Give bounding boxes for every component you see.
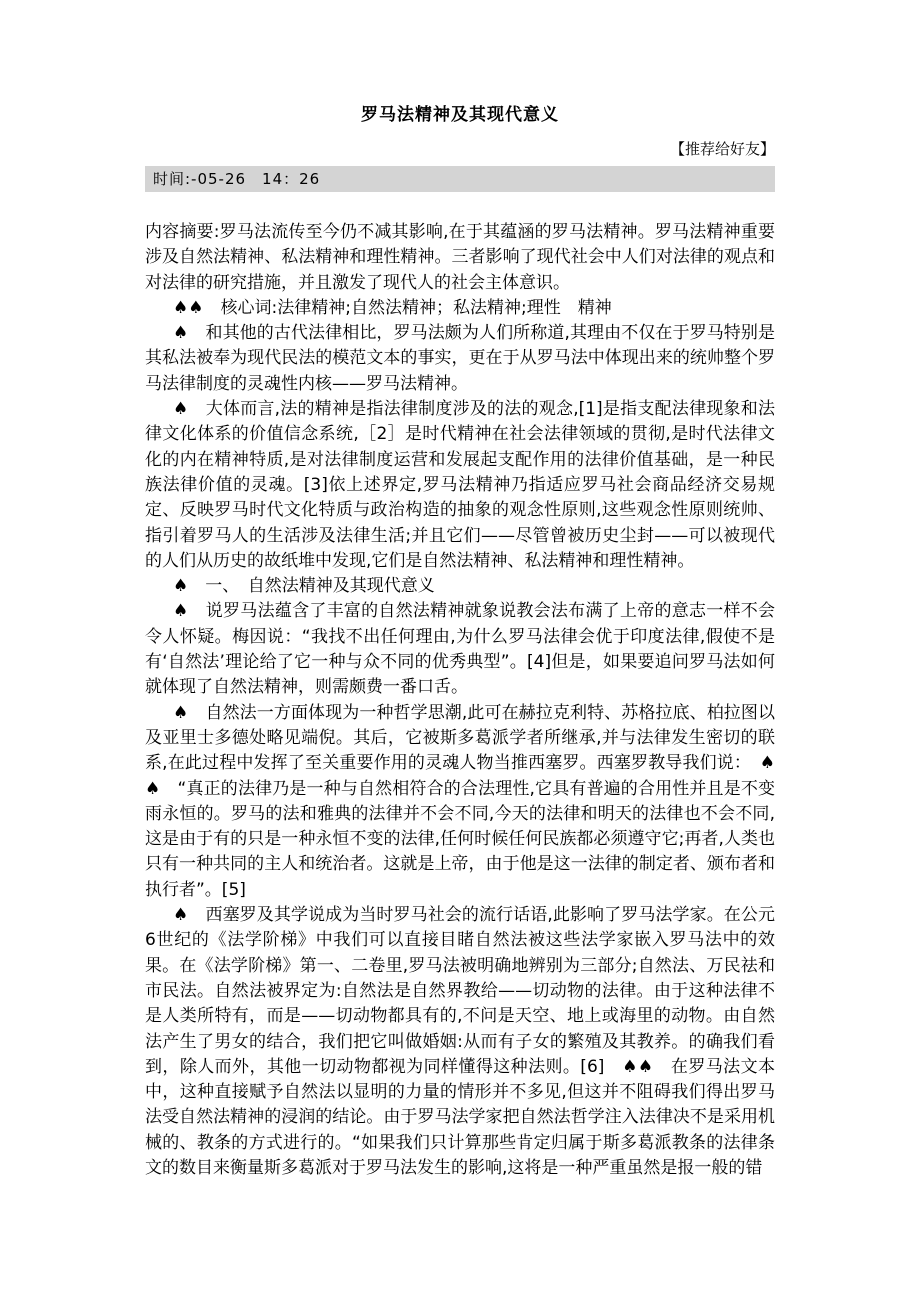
paragraph-maine-quote: ♠ 说罗马法蕴含了丰富的自然法精神就象说教会法布满了上帝的意志一样不会令人怀疑。梅因说：“我找不出任何理由,为什么罗马法律会优于印度法律,假使不是有‘自然法’理论给了它一种与众不同的优秀典型”。[4]但是，如果要追问罗马法如何就体现了自然法精神，则需颇费一番口舌。 xyxy=(145,601,775,698)
paragraph-abstract: 内容摘要:罗马法流传至今仍不减其影响,在于其蕴涵的罗马法精神。罗马法精神重要涉及自然法精神、私法精神和理性精神。三者影响了现代社会中人们对法律的观点和对法律的研究措施，并且激发了现代人的社会主体意识。 xyxy=(145,222,775,293)
document-title: 罗马法精神及其现代意义 xyxy=(361,105,559,125)
recommend-to-friend-link[interactable]: 【推荐给好友】 xyxy=(669,140,775,158)
time-label: 时间:-05-26 14：26 xyxy=(153,170,321,188)
paragraph-definition-of-spirit: ♠ 大体而言,法的精神是指法律制度涉及的法的观念,[1]是指支配法律现象和法律文化体系的价值信念系统,［2］是时代精神在社会法律领域的贯彻,是时代法律文化的内在精神特质,是对法律制度运营和发展起支配作用的法律价值基础，是一种民族法律价值的灵魂。[3]依上述界定,罗马法精神乃指适应罗马社会商品经济交易规定、反映罗马时代文化特质与政治构造的抽象的观念性原则,这些观念性原则统帅、指引着罗马人的生活涉及法律生活;并且它们——尽管曾被历史尘封——可以被现代的人们从历史的故纸堆中发现,它们是自然法精神、私法精神和理性精神。 xyxy=(145,399,775,571)
paragraph-intro: ♠ 和其他的古代法律相比，罗马法颇为人们所称道,其理由不仅在于罗马特别是其私法被奉为现代民法的模范文本的事实，更在于从罗马法中体现出来的统帅整个罗马法律制度的灵魂性内核——罗马法精神。 xyxy=(145,323,775,394)
paragraph-cicero: ♠ 自然法一方面体现为一种哲学思潮,此可在赫拉克利特、苏格拉底、柏拉图以及亚里士多德处略见端倪。其后，它被斯多葛派学者所继承,并与法律发生密切的联系,在此过程中发挥了至关重要作用的灵魂人物当推西塞罗。西塞罗教导我们说： ♠♠ “真正的法律乃是一种与自然相符合的合法理性,它具有普遍的合用性并且是不变雨永恒的。罗马的法和雅典的法律并不会不同,今天的法律和明天的法律也不会不同,这是由于有的只是一种永恒不变的法律,任何时候任何民族都必须遵守它;再者,人类也只有一种共同的主人和统治者。这就是上帝，由于他是这一法律的制定者、颁布者和执行者”。[5] xyxy=(145,702,775,900)
paragraph-institutes: ♠ 西塞罗及其学说成为当时罗马社会的流行话语,此影响了罗马法学家。在公元6世纪的《法学阶梯》中我们可以直接目睹自然法被这些法学家嵌入罗马法中的效果。在《法学阶梯》第一、二卷里,罗马法被明确地辨别为三部分;自然法、万民祛和市民法。自然法被界定为:自然法是自然界教给——切动物的法律。由于这种法律不是人类所特有，而是——切动物都具有的,不问是天空、地上或海里的动物。由自然法产生了男女的结合，我们把它叫做婚姻:从而有子女的繁殖及其教养。的确我们看到，除人而外，其他一切动物都视为同样懂得这种法则。[6] ♠♠ 在罗马法文本中，这种直接赋予自然法以显明的力量的情形并不多见,但这并不阻碍我们得出罗马法受自然法精神的浸润的结论。由于罗马法学家把自然法哲学注入法律决不是采用机械的、教条的方式进行的。“如果我们只计算那些肯定归属于斯多葛派教条的法律条文的数目来衡量斯多葛派对于罗马法发生的影响,这将是一种严重虽然是报一般的错 xyxy=(145,905,775,1178)
section-heading-natural-law: ♠ 一、 自然法精神及其现代意义 xyxy=(173,576,435,597)
recommend-row xyxy=(145,138,775,159)
paragraph-keywords: ♠♠ 核心词:法律精神;自然法精神；私法精神;理性 精神 xyxy=(173,297,612,318)
document-body xyxy=(145,220,775,1181)
time-bar xyxy=(145,166,775,192)
document-page xyxy=(145,0,775,1181)
